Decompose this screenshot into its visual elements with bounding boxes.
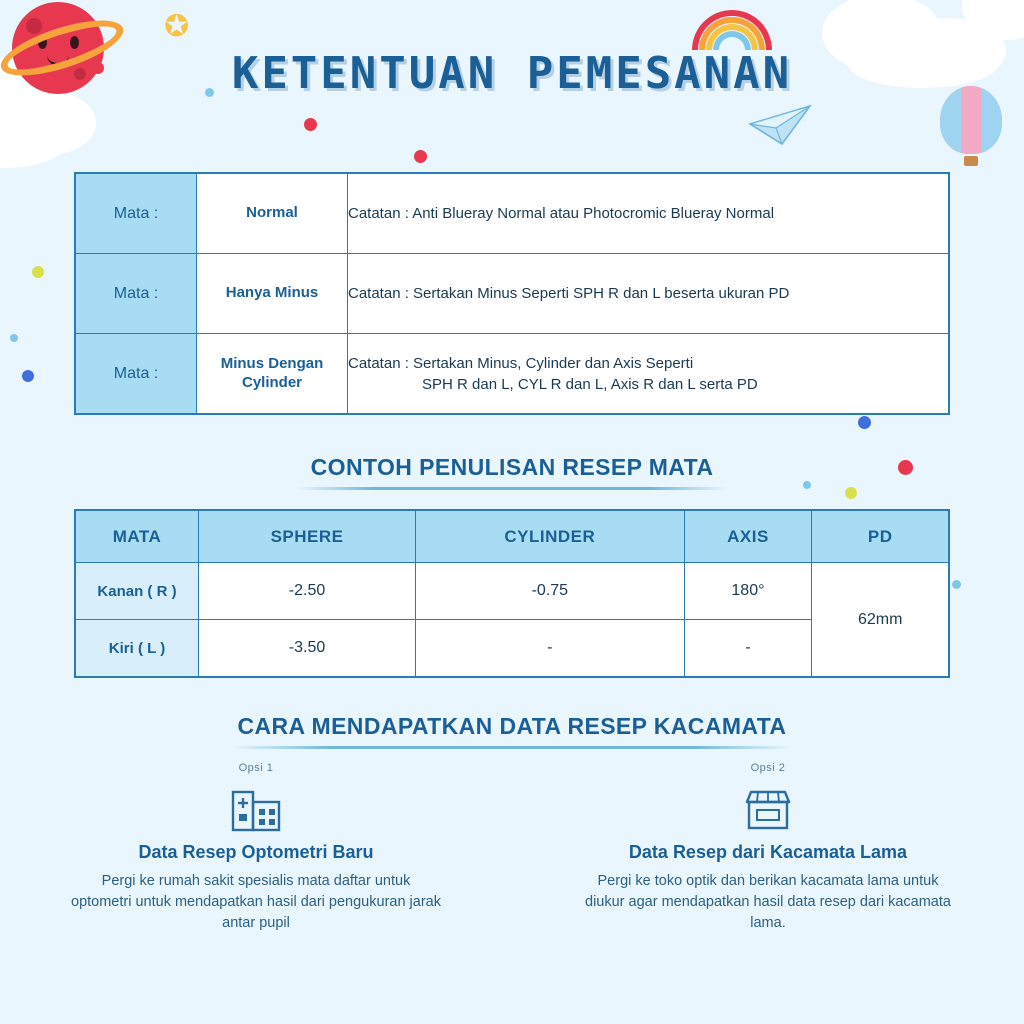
rainbow-icon bbox=[692, 10, 772, 50]
terms-note-line-2: SPH R dan L, CYL R dan L, Axis R dan L serta PD bbox=[422, 375, 758, 393]
store-icon bbox=[742, 786, 794, 832]
column-header-mata: MATA bbox=[75, 510, 199, 563]
cell-cylinder-right: -0.75 bbox=[416, 563, 685, 620]
table-row bbox=[75, 254, 949, 334]
cell-sphere-right: -2.50 bbox=[199, 563, 416, 620]
terms-note-line: Catatan : Anti Blueray Normal atau Photocromic Blueray Normal bbox=[348, 205, 775, 222]
confetti-dot bbox=[414, 150, 427, 163]
column-header-sphere: SPHERE bbox=[199, 510, 416, 563]
column-header-axis: AXIS bbox=[684, 510, 812, 563]
terms-note bbox=[348, 334, 950, 415]
confetti-dot bbox=[304, 118, 317, 131]
terms-note bbox=[348, 254, 950, 334]
option-1-tag: Opsi 1 bbox=[238, 762, 274, 774]
terms-note-line: Catatan : Sertakan Minus, Cylinder dan Axis Seperti bbox=[348, 354, 694, 372]
terms-table bbox=[74, 172, 950, 415]
heading-underline bbox=[297, 487, 727, 490]
option-2 bbox=[512, 762, 1024, 934]
howto-heading-text: CARA MENDAPATKAN DATA RESEP KACAMATA bbox=[237, 713, 787, 739]
terms-label: Mata : bbox=[75, 173, 197, 254]
table-row bbox=[75, 334, 949, 415]
column-header-cylinder: CYLINDER bbox=[416, 510, 685, 563]
cloud-shape bbox=[0, 110, 70, 168]
prescription-heading-text: CONTOH PENULISAN RESEP MATA bbox=[310, 454, 714, 480]
option-1 bbox=[0, 762, 512, 934]
column-header-pd: PD bbox=[812, 510, 949, 563]
terms-label: Mata : bbox=[75, 254, 197, 334]
confetti-dot bbox=[22, 370, 34, 382]
terms-type: Hanya Minus bbox=[197, 254, 348, 334]
options-row bbox=[0, 762, 1024, 934]
cell-axis-left: - bbox=[684, 620, 812, 678]
cloud-shape bbox=[962, 0, 1024, 40]
terms-type: Normal bbox=[197, 173, 348, 254]
paper-plane-icon bbox=[748, 104, 812, 146]
option-2-description: Pergi ke toko optik dan berikan kacamata lama untuk diukur agar mendapatkan hasil data resep dari kacamata lama. bbox=[585, 873, 951, 932]
page-title: KETENTUAN PEMESANAN bbox=[231, 48, 793, 99]
star-icon: ✪ bbox=[164, 10, 190, 43]
table-header-row bbox=[75, 510, 949, 563]
confetti-dot bbox=[32, 266, 44, 278]
prescription-table bbox=[74, 509, 950, 678]
confetti-dot bbox=[858, 416, 871, 429]
option-2-title: Data Resep dari Kacamata Lama bbox=[628, 842, 908, 862]
confetti-dot bbox=[10, 334, 18, 342]
table-row bbox=[75, 563, 949, 620]
option-1-description: Pergi ke rumah sakit spesialis mata daftar untuk optometri untuk mendapatkan hasil dari pengukuran jarak antar pupil bbox=[71, 873, 441, 932]
hospital-icon bbox=[230, 786, 282, 832]
cloud-shape bbox=[10, 92, 96, 154]
confetti-dot bbox=[952, 580, 961, 589]
cell-pd: 62mm bbox=[812, 563, 949, 678]
terms-note bbox=[348, 173, 950, 254]
prescription-heading bbox=[0, 454, 1024, 490]
cell-axis-right: 180° bbox=[684, 563, 812, 620]
cell-sphere-left: -3.50 bbox=[199, 620, 416, 678]
terms-note-line: Catatan : Sertakan Minus Seperti SPH R dan L beserta ukuran PD bbox=[348, 285, 790, 302]
row-label-right-eye: Kanan ( R ) bbox=[75, 563, 199, 620]
terms-type: Minus Dengan Cylinder bbox=[197, 334, 348, 415]
table-row bbox=[75, 173, 949, 254]
terms-label: Mata : bbox=[75, 334, 197, 415]
row-label-left-eye: Kiri ( L ) bbox=[75, 620, 199, 678]
option-1-title: Data Resep Optometri Baru bbox=[138, 842, 374, 862]
option-2-tag: Opsi 2 bbox=[750, 762, 786, 774]
heading-underline bbox=[232, 746, 792, 749]
cell-cylinder-left: - bbox=[416, 620, 685, 678]
howto-heading bbox=[0, 713, 1024, 749]
